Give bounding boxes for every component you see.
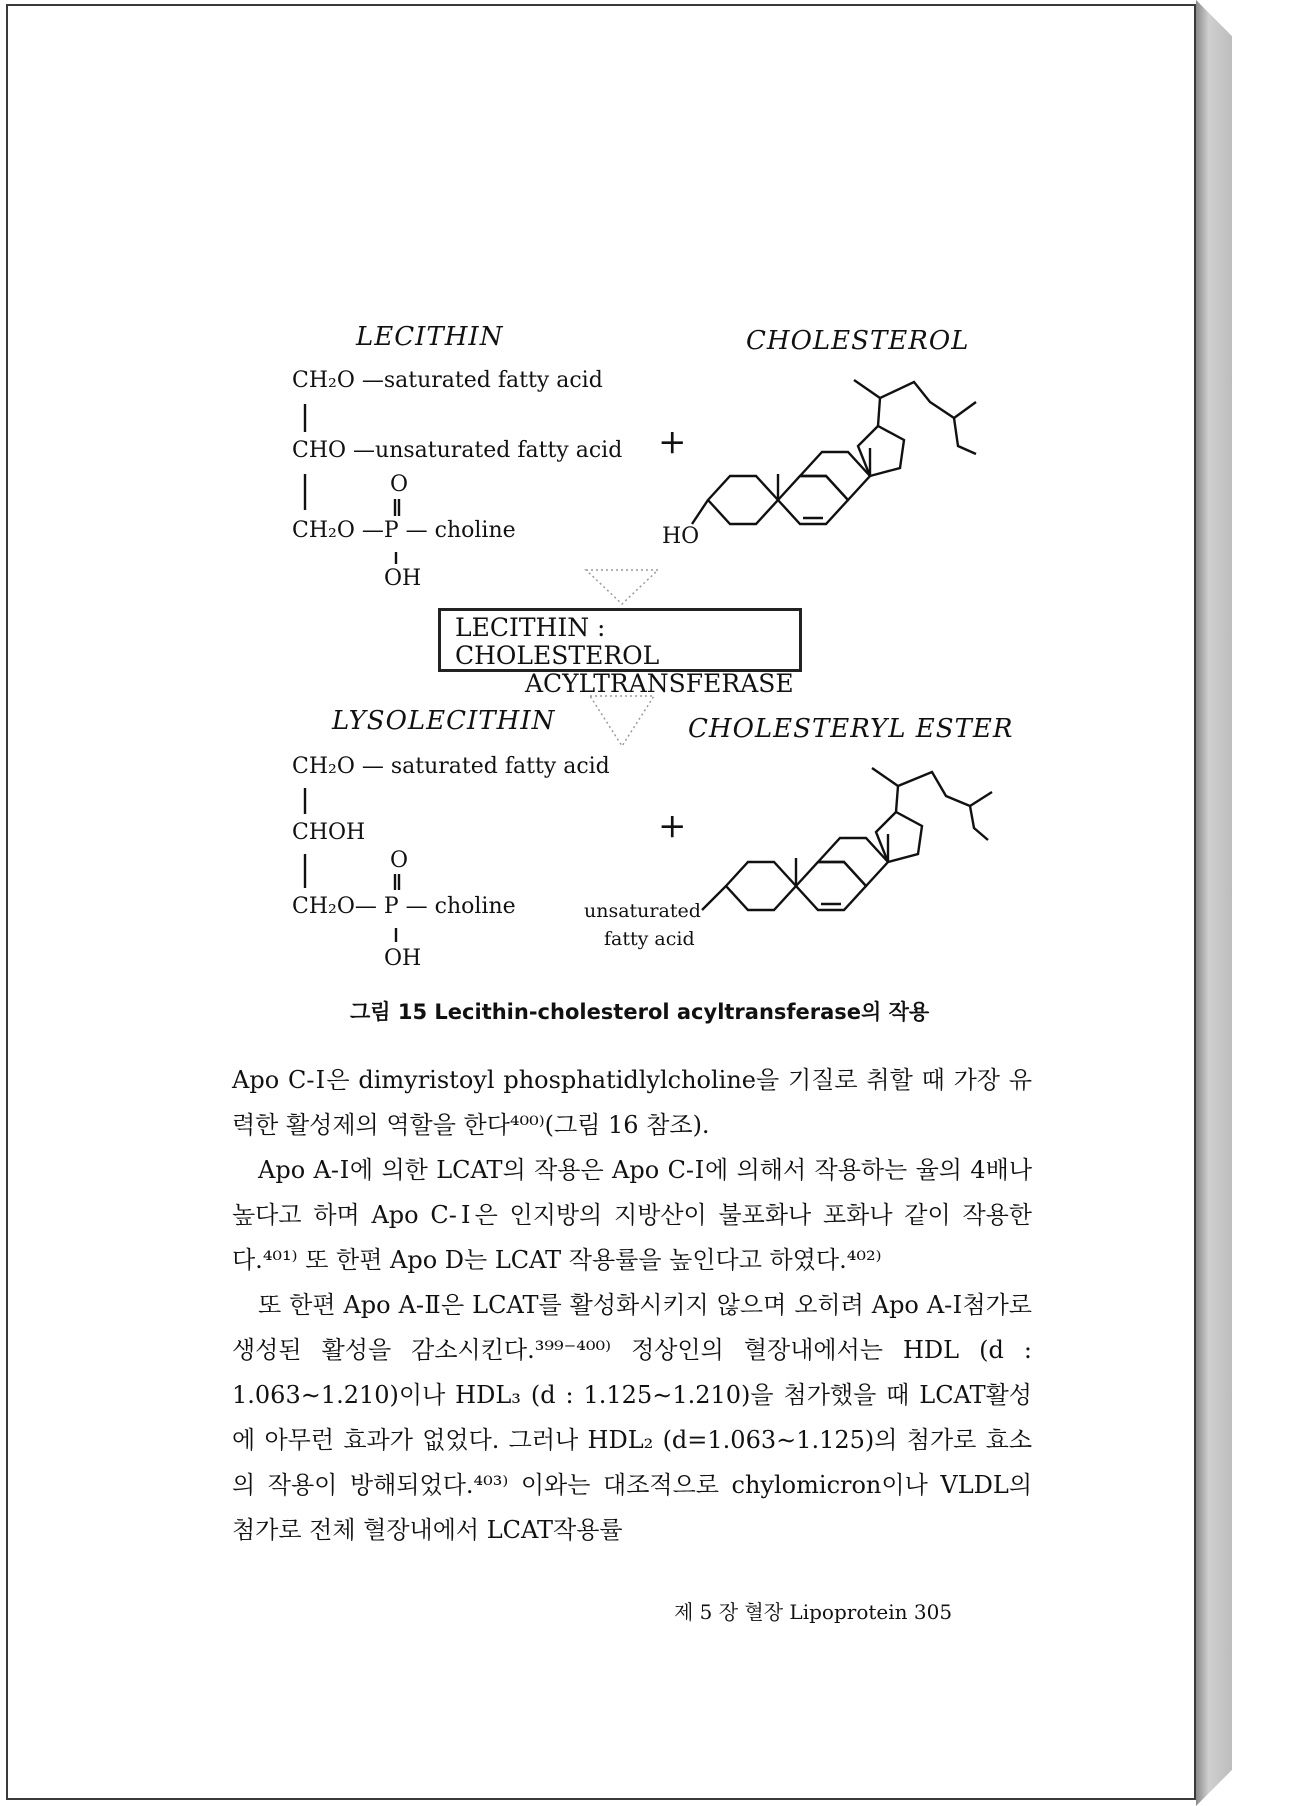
paragraph-2: Apo A-Ⅰ에 의한 LCAT의 작용은 Apo C-Ⅰ에 의해서 작용하는 율의 4배나 높다고 하며 Apo C-Ⅰ은 인지방의 지방산이 불포화나 포화나 같이 작용한다.⁴⁰¹⁾ 또 한편 Apo D는 LCAT 작용률을 높인다고 하였다.⁴⁰²⁾: [232, 1156, 1032, 1274]
enzyme-line1: LECITHIN : CHOLESTEROL: [455, 613, 660, 670]
plus-sign-bottom: +: [658, 806, 687, 846]
ester-group-line2: fatty acid: [604, 928, 695, 950]
body-text: [232, 1058, 1032, 1553]
lysolecithin-phosphate-o: O: [390, 848, 409, 873]
document-page: [6, 4, 1196, 1800]
transfer-arrow-bottom: [590, 696, 654, 746]
page-footer: 제 5 장 혈장 Lipoprotein 305: [674, 1600, 953, 1624]
lcat-reaction-diagram: [8, 6, 1198, 1006]
cholesteryl-ester-label: CHOLESTERYL ESTER: [688, 714, 1014, 744]
figure-caption: 그림 15 Lecithin-cholesterol acyltransferase의 작용: [350, 1000, 930, 1024]
lecithin-line3: CH₂O —P — choline: [292, 518, 516, 543]
ho-label: HO: [662, 524, 700, 549]
cholesteryl-ester-structure: [702, 768, 992, 910]
plus-sign-top: +: [658, 422, 687, 462]
ester-group-line1: unsaturated: [584, 900, 701, 922]
lysolecithin-line2: CHOH: [292, 820, 366, 845]
lysolecithin-oh: OH: [384, 946, 422, 971]
lecithin-phosphate-o: O: [390, 472, 409, 497]
lecithin-line2: CHO —unsaturated fatty acid: [292, 438, 623, 463]
cholesterol-label: CHOLESTEROL: [746, 326, 970, 356]
paragraph-1: Apo C-Ⅰ은 dimyristoyl phosphatidlylcholine을 기질로 취할 때 가장 유력한 활성제의 역할을 한다⁴⁰⁰⁾(그림 16 참조).: [232, 1066, 1032, 1139]
lysolecithin-line3: CH₂O— P — choline: [292, 894, 516, 919]
enzyme-line2: ACYLTRANSFERASE: [525, 669, 794, 698]
lysolecithin-label: LYSOLECITHIN: [332, 706, 556, 736]
lecithin-oh: OH: [384, 566, 422, 591]
paragraph-3: 또 한편 Apo A-Ⅱ은 LCAT를 활성화시키지 않으며 오히려 Apo A-Ⅰ첨가로 생성된 활성을 감소시킨다.³⁹⁹⁻⁴⁰⁰⁾ 정상인의 혈장내에서는 HDL (d : 1.063∼1.210)이나 HDL₃ (d : 1.125∼1.210)을 첨가했을 때 LCAT활성에 아무런 효과가 없었다. 그러나 HDL₂ (d=1.063∼1.125)의 첨가로 효소의 작용이 방해되었다.⁴⁰³⁾ 이와는 대조적으로 chylomicron이나 VLDL의 첨가로 전체 혈장내에서 LCAT작용률: [232, 1291, 1032, 1544]
lecithin-label: LECITHIN: [356, 322, 504, 352]
transfer-arrow-top: [586, 570, 658, 604]
lysolecithin-line1: CH₂O — saturated fatty acid: [292, 754, 610, 779]
lecithin-line1: CH₂O —saturated fatty acid: [292, 368, 603, 393]
page-edge: [1196, 0, 1232, 1806]
cholesterol-structure: [692, 380, 976, 524]
